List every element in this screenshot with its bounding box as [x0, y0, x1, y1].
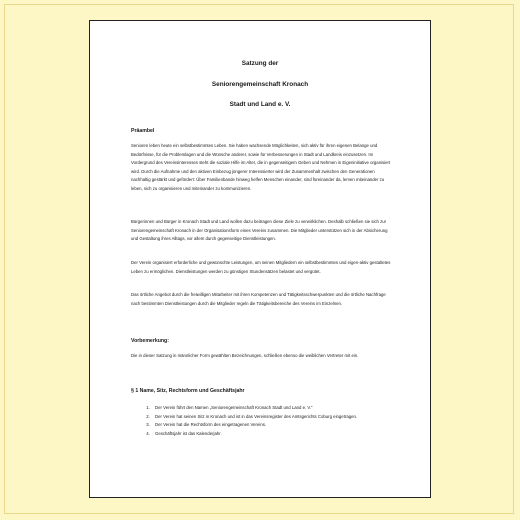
- remark-text: Die in dieser Satzung in männlicher Form gewählten Bezeichnungen, schließen ebenso die weiblichen Vertreter mit ein.: [131, 353, 359, 358]
- document-title-line-2: Seniorengemeinschaft Kronach: [211, 81, 309, 88]
- document-title-line-1: Satzung der: [241, 60, 279, 67]
- document-title-line-3: Stadt und Land e. V.: [229, 101, 291, 108]
- list-item: 2. Der Verein hat seinen Sitz in Kronach und ist in das Vereinsregister des Amtsgerichts Coburg eingetragen.: [151, 413, 413, 422]
- remark-heading: Vorbemerkung:: [131, 338, 169, 344]
- list-item: 4. Geschäftsjahr ist das Kalenderjahr.: [151, 430, 413, 439]
- preamble-paragraph-2: Bürgerinnen und Bürger in Kronach Stadt und Land wollen dazu beitragen diese Ziele zu verwirklichen. Deshalb schließen sie sich zur Seniorengemeinschaft Kronach in der Organisationsform eines Vereins zusammen. Die Mitglieder unterstützen sich in der Absicherung und Gestaltung ihres Alltags, vor allem durch gegenseitige Dienstleistungen.: [131, 219, 388, 242]
- section1-list: [131, 404, 413, 438]
- list-item: 3. Der Verein hat die Rechtsform des eingetragenen Vereins.: [151, 421, 413, 430]
- preamble-paragraph-4: Das örtliche Angebot durch die freiwilligen Mitarbeiter mit ihren Kompetenzen und Tätigkeitsschwerpunkten und die örtliche Nachfrage nach bestimmten Dienstleistungen durch die Mitglieder regeln die Tätigkeitsbereiche des Vereins im Einzelnen.: [131, 292, 386, 306]
- section1-heading: § 1 Name, Sitz, Rechtsform und Geschäftsjahr: [131, 388, 245, 394]
- preamble-heading: Präambel: [131, 128, 155, 134]
- preamble-paragraph-3: Der Verein organisiert erforderliche und gewünschte Leistungen, um seinen Mitgliedern ein selbstbestimmtes und eigen-aktiv gestaltetes Leben zu ermöglichen. Dienstleistungen werden zu günstigen Stundensätzen belastet und vergütet.: [131, 260, 391, 274]
- preamble-paragraph-1: Senioren leben heute ein selbstbestimmtes Leben. Sie haben wachsende Möglichkeiten, sich aktiv für ihren eigenen Belange und Bedürfnisse, für die Problemlagen und die Wünsche anderer, sowie für Verbesserungen in Stadt und Landkreis einzusetzen. Im Vordergrund des Vereinsinteresses steht die soziale Hilfe im Alter, die in gegenseitigem Geben und Nehmen in Eigeninitiative organisiert wird. Durch die Aufnahme und den aktiven Einbezug jüngerer Interessierter wird der Zusammenhalt zwischen den Generationen nachhaltig gestärkt und gefördert: Über Familienbande hinweg helfen Menschen einander, sind füreinander da, lernen miteinander zu leben, sich zu organisieren und miteinander zu kommunizieren.: [131, 143, 391, 191]
- list-item: 1. Der Verein führt den Namen „Seniorengemeinschaft Kronach Stadt und Land e. V.“: [151, 404, 413, 413]
- document-page: [89, 20, 431, 498]
